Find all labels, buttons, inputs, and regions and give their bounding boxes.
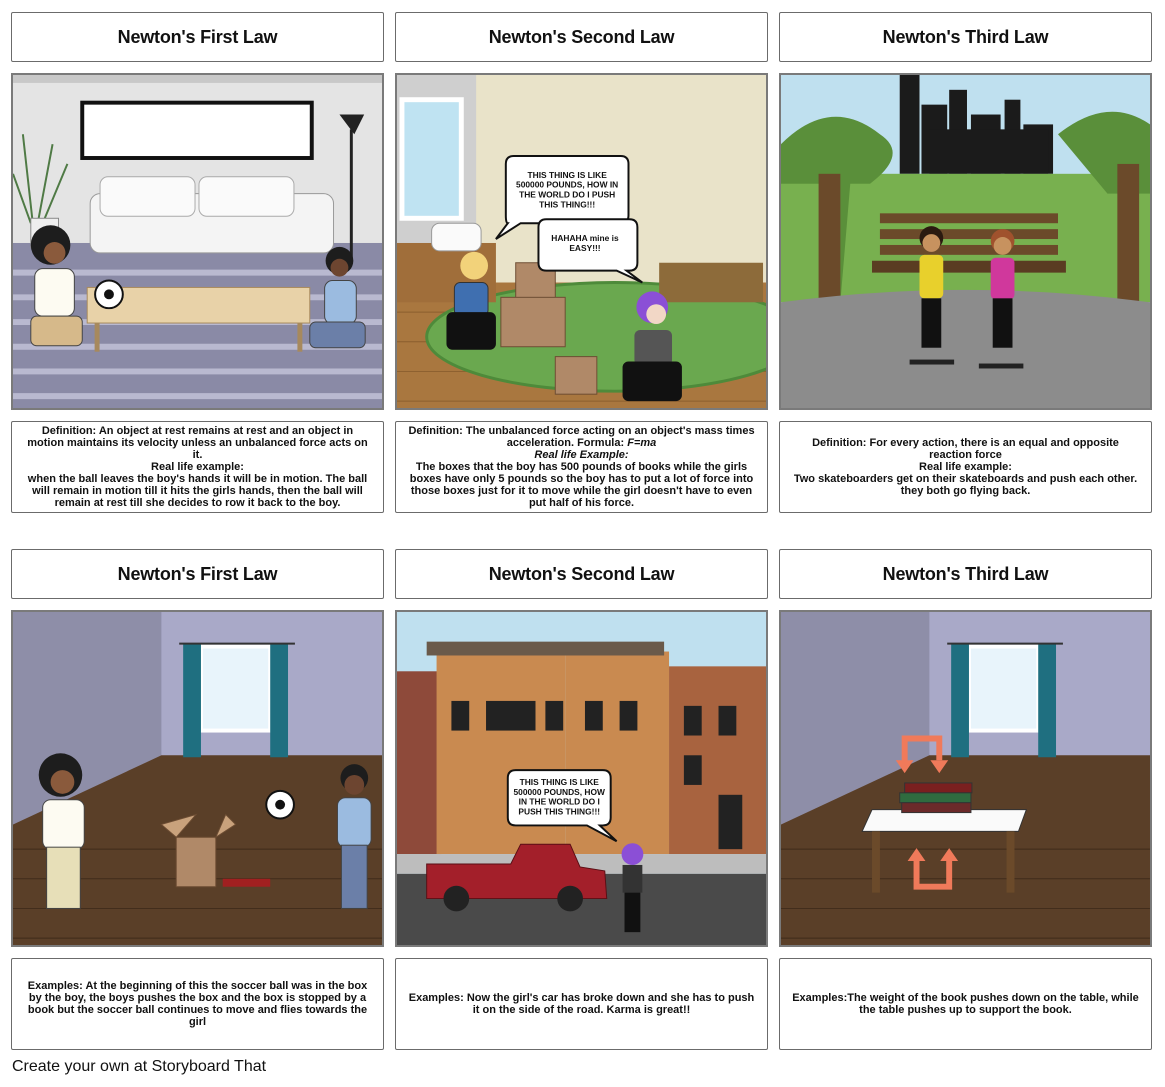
caption-line: The boxes that the boy has 500 pounds of books while the girls boxes have only 5 pounds so the boy has to put a lot of force into those boxes just for it to move while the girl doesn't have to even put half of his force. xyxy=(409,461,754,509)
caption-line: Two skateboarders get on their skateboards and push each other. they both go flying back. xyxy=(793,473,1138,497)
caption-first-law-definition xyxy=(11,421,384,513)
bubble-line: 500000 POUNDS, HOW xyxy=(513,786,605,797)
panel-title-third-law: Newton's Third Law xyxy=(779,549,1152,599)
caption-third-law-example: Examples:The weight of the book pushes down on the table, while the table pushes up to support the book. xyxy=(779,958,1152,1050)
caption-second-law-example: Examples: Now the girl's car has broke down and she has to push it on the side of the road. Karma is great!! xyxy=(395,958,768,1050)
caption-first-law-example: Examples: At the beginning of this the soccer ball was in the box by the boy, the boys pushes the box and the box is stopped by a book but the soccer ball continues to move and flies towards the girl xyxy=(11,958,384,1050)
bubble-line: EASY!!! xyxy=(569,242,601,253)
panel-title-first-law: Newton's First Law xyxy=(11,549,384,599)
caption-line: Definition: For every action, there is an equal and opposite reaction force xyxy=(812,437,1119,461)
caption-line: Real life example: xyxy=(919,461,1012,473)
bubble-line: 500000 POUNDS, HOW IN xyxy=(516,179,619,190)
bubble-line: IN THE WORLD DO I xyxy=(518,796,600,807)
bubble-line: HAHAHA mine is xyxy=(551,233,619,244)
scene-street-car xyxy=(395,610,768,947)
caption-line: when the ball leaves the boy's hands it will be in motion. The ball will remain in motion till it hits the girls hands, then the ball will remain at rest till she decides to row it back to the boy. xyxy=(27,473,368,509)
bubble-line: THE WORLD DO I PUSH xyxy=(519,189,616,200)
panel-title-third-law: Newton's Third Law xyxy=(779,12,1152,62)
panel-title-second-law: Newton's Second Law xyxy=(395,549,768,599)
bubble-line: THIS THING IS LIKE xyxy=(527,169,607,180)
caption-second-law-definition xyxy=(395,421,768,513)
caption-third-law-definition xyxy=(779,421,1152,513)
bubble-line: THIS THING!!! xyxy=(539,199,596,210)
scene-room-book-table xyxy=(779,610,1152,947)
panel-title-second-law: Newton's Second Law xyxy=(395,12,768,62)
caption-line xyxy=(406,425,757,449)
scene-bedroom-boxes xyxy=(395,73,768,410)
caption-line: Definition: An object at rest remains at rest and an object in motion maintains its velocity unless an unbalanced force acts on it. xyxy=(27,425,368,461)
panel-title-first-law: Newton's First Law xyxy=(11,12,384,62)
caption-line: Real life example: xyxy=(151,461,244,473)
scene-park-skateboarders xyxy=(779,73,1152,410)
scene-living-room-ball xyxy=(11,73,384,410)
bubble-line: PUSH THIS THING!!! xyxy=(518,806,601,817)
caption-line: Real life Example: xyxy=(534,449,629,461)
definition-text: Definition: The unbalanced force acting on an object's mass times acceleration. Formula: xyxy=(408,425,755,449)
storyboard-that-link[interactable]: Create your own at Storyboard That xyxy=(12,1058,267,1075)
formula: F=ma xyxy=(627,437,657,449)
bubble-line: THIS THING IS LIKE xyxy=(519,776,599,787)
scene-room-box-ball xyxy=(11,610,384,947)
